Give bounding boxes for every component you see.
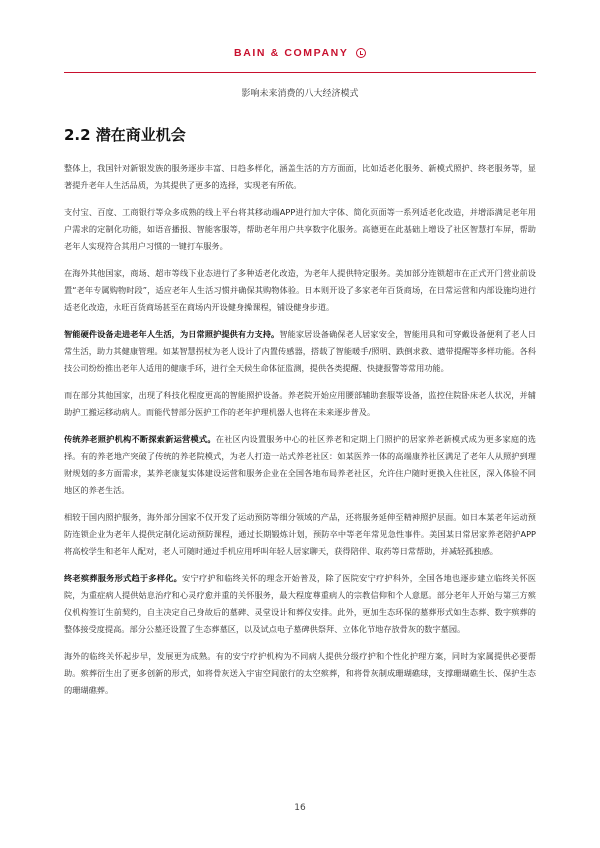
paragraph-text: 整体上，我国针对新银发族的服务逐步丰富、日趋多样化，涵盖生活的方方面面，比如适老化服务、新模式照护、终老服务等，显著提升老年人生活品质，为其提供了更多的选择，实现老有所依。 [64,163,536,190]
paragraph [64,648,536,699]
paragraph-lead: 终老殡葬服务形式趋于多样化。 [64,573,183,583]
paragraph-text: 智能家居设备确保老人居家安全，智能用具和可穿戴设备便利了老人日常生活，助力其健康管理。如某智慧拐杖为老人设计了内置传感器，搭载了智能暖手/照明、跌倒求救、遗带提醒等多样功能。各科技公司纷纷推出老年人适用的健康手环，进行全天候生命体征监测，提供各类提醒、快捷报警等常用功能。 [64,329,536,373]
paragraph [64,160,536,194]
paragraph-text: 海外的临终关怀起步早，发展更为成熟。有的安宁疗护机构为不同病人提供分级疗护和个性化护理方案，同时为家属提供必要帮助。殡葬衍生出了更多创新的形式，如将骨灰送入宇宙空间旅行的太空殡葬，和将骨灰制成珊瑚礁球，支撑珊瑚礁生长、保护生态的珊瑚礁葬。 [64,651,536,695]
brand-logo [0,47,600,59]
paragraph [64,204,536,255]
brand-name: BAIN & COMPANY [234,47,349,60]
paragraph [64,265,536,316]
body-content [64,160,536,709]
paragraph-lead: 传统养老照护机构不断探索新运营模式。 [64,434,216,444]
header-divider [64,72,536,73]
paragraph-text: 支付宝、百度、工商银行等众多成熟的线上平台将其移动端APP进行加大字体、简化页面等一系列适老化改造，并增添满足老年用户需求的定制化功能，如语音播报、智能客服等，帮助老年用户共享数字化服务。高德更在此基础上增设了社区智慧打车屏，帮助老年人实现符合其用户习惯的一键打车服务。 [64,207,536,251]
paragraph-text: 在社区内设置服务中心的社区养老和定期上门照护的居家养老新模式成为更多家庭的选择。有的养老地产突破了传统的养老院模式，为老人打造一站式养老社区：如某医养一体的高端康养社区满足了老年人从照护到理财规划的多方面需求，某养老康复实体建设运营和服务企业在全国各地布局养老社区，允许住户随时更换入住社区，深入体验不同地区的养老生活。 [64,434,536,495]
paragraph [64,431,536,499]
section-title: 2.2 潜在商业机会 [64,126,186,144]
paragraph [64,387,536,421]
report-title: 影响未来消费的八大经济模式 [241,89,359,99]
paragraph-text: 安宁疗护和临终关怀的理念开始普及，除了医院安宁疗护科外，全国各地也逐步建立临终关怀医院，为重症病人提供姑息治疗和心灵疗愈并重的关怀服务，最大程度尊重病人的宗教信仰和个人意愿。部分老年人开始与第三方殡仪机构签订生前契约，自主决定自己身故后的墓碑、灵堂设计和葬仪安排。此外，更加生态环保的墓葬形式如生态葬、数字殡葬的整体接受度提高。部分公墓还设置了生态葬墓区，以及试点电子墓碑供祭拜、立体化节地存放骨灰的数字墓园。 [64,573,536,634]
paragraph [64,509,536,560]
brand-mark-icon [356,48,366,58]
paragraph-lead: 智能硬件设备走进老年人生活，为日常照护提供有力支持。 [64,329,280,339]
page-number: 16 [294,803,306,813]
paragraph-text: 在海外其他国家，商场、超市等线下业态进行了多种适老化改造，为老年人提供特定服务。美加部分连锁超市在正式开门营业前设置“老年专属购物时段”，适应老年人生活习惯并确保其购物体验。日本则开设了多家老年百货商场，在日常运营和内部设施均进行适老化改造，永旺百货商场甚至在商场内开设健身操课程，铺设健身步道。 [64,268,536,312]
paragraph [64,570,536,638]
paragraph [64,326,536,377]
paragraph-text: 相较于国内照护服务，海外部分国家不仅开发了运动预防等细分领域的产品，还将服务延伸至精神照护层面。如日本某老年运动预防连锁企业为老年人提供定制化运动预防课程，通过长期锻炼计划，预防卒中等老年常见急性事件。美国某日常居家养老陪护APP将高校学生和老年人配对，老人可随时通过手机应用呼叫年轻人居家聊天，获得陪伴、取药等日常帮助，并减轻孤独感。 [64,512,536,556]
paragraph-text: 而在部分其他国家，出现了科技化程度更高的智能照护设备。养老院开始应用腰部辅助套服等设备，监控住院卧床老人状况，并辅助护工搬运移动病人。而能代替部分医护工作的老年护理机器人也将在未来逐步普及。 [64,390,536,417]
